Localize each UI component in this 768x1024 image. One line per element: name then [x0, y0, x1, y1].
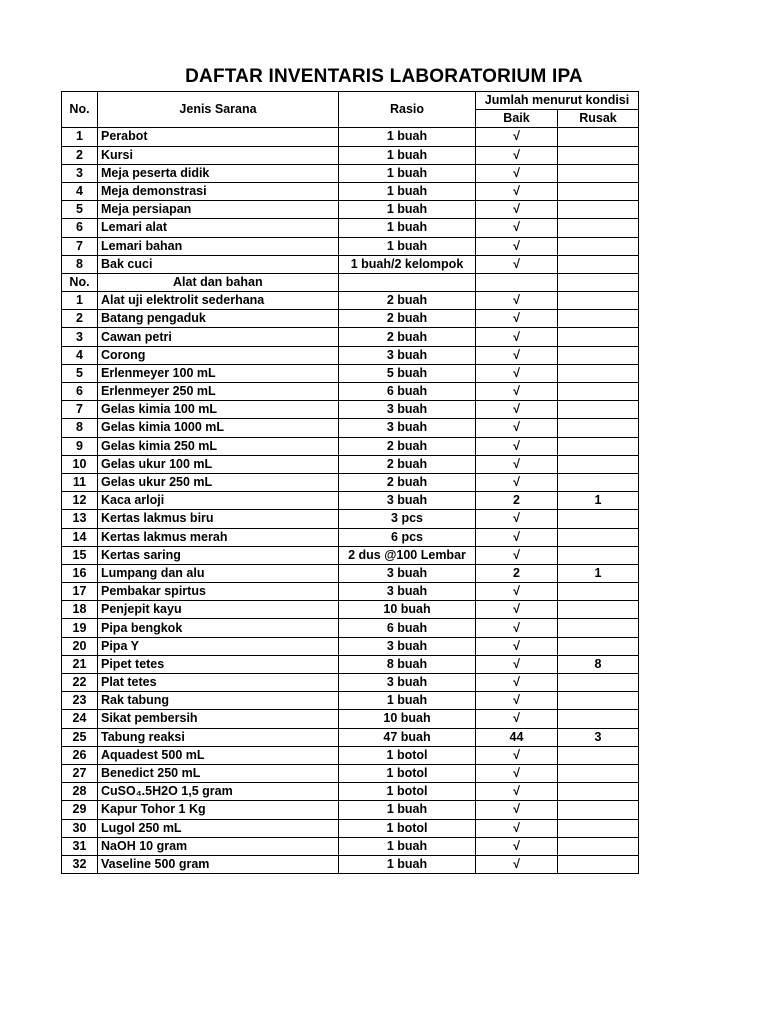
- item-rusak: [558, 837, 639, 855]
- item-rasio: 2 buah: [339, 310, 476, 328]
- item-rasio: 10 buah: [339, 601, 476, 619]
- item-rusak: [558, 383, 639, 401]
- item-baik: √: [476, 310, 558, 328]
- item-rasio: 3 buah: [339, 401, 476, 419]
- item-name: Sikat pembersih: [98, 710, 339, 728]
- item-rasio: 2 buah: [339, 455, 476, 473]
- item-rusak: [558, 710, 639, 728]
- item-name: Gelas kimia 1000 mL: [98, 419, 339, 437]
- item-rusak: [558, 637, 639, 655]
- table-row: [62, 728, 639, 746]
- item-rasio: 1 buah: [339, 801, 476, 819]
- item-rasio: 1 buah: [339, 146, 476, 164]
- item-rasio: 5 buah: [339, 364, 476, 382]
- row-number: 30: [62, 819, 98, 837]
- item-name: Kertas saring: [98, 546, 339, 564]
- item-name: CuSO₄.5H2O 1,5 gram: [98, 783, 339, 801]
- item-rasio: 8 buah: [339, 655, 476, 673]
- row-number: 29: [62, 801, 98, 819]
- row-number: 16: [62, 564, 98, 582]
- row-number: 4: [62, 182, 98, 200]
- row-number: 3: [62, 164, 98, 182]
- item-baik: √: [476, 783, 558, 801]
- item-rusak: [558, 528, 639, 546]
- table-row: [62, 710, 639, 728]
- item-baik: √: [476, 583, 558, 601]
- item-baik: √: [476, 546, 558, 564]
- item-rasio: 10 buah: [339, 710, 476, 728]
- item-rasio: 6 pcs: [339, 528, 476, 546]
- item-rusak: [558, 510, 639, 528]
- item-rusak: 3: [558, 728, 639, 746]
- item-baik: √: [476, 801, 558, 819]
- item-rusak: [558, 583, 639, 601]
- item-baik: √: [476, 164, 558, 182]
- item-baik: √: [476, 437, 558, 455]
- item-name: Pembakar spirtus: [98, 583, 339, 601]
- table-row: [62, 364, 639, 382]
- item-name: Aquadest 500 mL: [98, 746, 339, 764]
- table-row: [62, 255, 639, 273]
- item-name: NaOH 10 gram: [98, 837, 339, 855]
- row-number: 2: [62, 146, 98, 164]
- row-number: 13: [62, 510, 98, 528]
- item-rusak: 1: [558, 564, 639, 582]
- item-rasio: 3 buah: [339, 419, 476, 437]
- item-baik: √: [476, 746, 558, 764]
- item-baik: √: [476, 128, 558, 146]
- row-number: 26: [62, 746, 98, 764]
- item-baik: √: [476, 692, 558, 710]
- item-rusak: [558, 401, 639, 419]
- item-rusak: [558, 346, 639, 364]
- item-name: Pipa bengkok: [98, 619, 339, 637]
- item-rusak: [558, 674, 639, 692]
- item-name: Lugol 250 mL: [98, 819, 339, 837]
- row-number: 21: [62, 655, 98, 673]
- row-number: 7: [62, 401, 98, 419]
- item-name: Kaca arloji: [98, 492, 339, 510]
- row-number: 25: [62, 728, 98, 746]
- row-number: 4: [62, 346, 98, 364]
- section-empty-rusak: [558, 273, 639, 291]
- item-baik: √: [476, 674, 558, 692]
- section-title: Alat dan bahan: [98, 273, 339, 291]
- table-row: [62, 655, 639, 673]
- item-name: Vaseline 500 gram: [98, 855, 339, 873]
- item-rasio: 1 buah: [339, 164, 476, 182]
- item-rusak: [558, 328, 639, 346]
- item-rusak: [558, 292, 639, 310]
- item-name: Meja peserta didik: [98, 164, 339, 182]
- item-name: Benedict 250 mL: [98, 764, 339, 782]
- item-rasio: 6 buah: [339, 383, 476, 401]
- item-name: Cawan petri: [98, 328, 339, 346]
- item-baik: √: [476, 819, 558, 837]
- header-row-top: [62, 92, 639, 110]
- row-number: 24: [62, 710, 98, 728]
- item-rasio: 3 buah: [339, 346, 476, 364]
- item-name: Rak tabung: [98, 692, 339, 710]
- item-name: Lemari alat: [98, 219, 339, 237]
- item-baik: √: [476, 255, 558, 273]
- item-rasio: 1 buah: [339, 201, 476, 219]
- item-baik: √: [476, 292, 558, 310]
- item-rasio: 1 buah: [339, 128, 476, 146]
- item-baik: √: [476, 182, 558, 200]
- item-name: Bak cuci: [98, 255, 339, 273]
- table-row: [62, 128, 639, 146]
- table-row: [62, 455, 639, 473]
- item-rusak: [558, 419, 639, 437]
- header-jumlah-kondisi: Jumlah menurut kondisi: [476, 92, 639, 110]
- item-name: Pipa Y: [98, 637, 339, 655]
- item-rusak: [558, 546, 639, 564]
- table-row: [62, 383, 639, 401]
- section-header-row: [62, 273, 639, 291]
- row-number: 18: [62, 601, 98, 619]
- item-baik: √: [476, 855, 558, 873]
- item-baik: √: [476, 383, 558, 401]
- item-rasio: 3 buah: [339, 564, 476, 582]
- table-row: [62, 437, 639, 455]
- table-row: [62, 401, 639, 419]
- item-rasio: 1 botol: [339, 746, 476, 764]
- header-baik: Baik: [476, 110, 558, 128]
- item-name: Pipet tetes: [98, 655, 339, 673]
- section-no: No.: [62, 273, 98, 291]
- item-rusak: [558, 855, 639, 873]
- item-rasio: 2 buah: [339, 292, 476, 310]
- item-name: Alat uji elektrolit sederhana: [98, 292, 339, 310]
- item-rasio: 1 buah: [339, 237, 476, 255]
- item-name: Tabung reaksi: [98, 728, 339, 746]
- item-baik: √: [476, 346, 558, 364]
- row-number: 11: [62, 473, 98, 491]
- item-rusak: [558, 164, 639, 182]
- header-rasio: Rasio: [339, 92, 476, 128]
- item-baik: √: [476, 837, 558, 855]
- row-number: 3: [62, 328, 98, 346]
- table-row: [62, 528, 639, 546]
- table-row: [62, 237, 639, 255]
- item-rasio: 1 buah/2 kelompok: [339, 255, 476, 273]
- item-baik: √: [476, 455, 558, 473]
- table-row: [62, 855, 639, 873]
- item-baik: √: [476, 419, 558, 437]
- row-number: 5: [62, 201, 98, 219]
- table-row: [62, 783, 639, 801]
- table-row: [62, 619, 639, 637]
- row-number: 1: [62, 128, 98, 146]
- table-row: [62, 764, 639, 782]
- row-number: 28: [62, 783, 98, 801]
- item-name: Meja persiapan: [98, 201, 339, 219]
- item-rusak: [558, 746, 639, 764]
- item-name: Kertas lakmus biru: [98, 510, 339, 528]
- item-rasio: 6 buah: [339, 619, 476, 637]
- item-rusak: [558, 219, 639, 237]
- item-baik: √: [476, 601, 558, 619]
- item-rasio: 47 buah: [339, 728, 476, 746]
- item-baik: √: [476, 146, 558, 164]
- table-row: [62, 346, 639, 364]
- section-empty-baik: [476, 273, 558, 291]
- row-number: 17: [62, 583, 98, 601]
- row-number: 23: [62, 692, 98, 710]
- table-row: [62, 219, 639, 237]
- item-rusak: [558, 783, 639, 801]
- item-rasio: 2 buah: [339, 437, 476, 455]
- row-number: 27: [62, 764, 98, 782]
- item-rusak: [558, 237, 639, 255]
- item-rasio: 3 buah: [339, 583, 476, 601]
- item-rusak: [558, 473, 639, 491]
- row-number: 15: [62, 546, 98, 564]
- item-baik: √: [476, 237, 558, 255]
- item-baik: √: [476, 764, 558, 782]
- item-name: Plat tetes: [98, 674, 339, 692]
- row-number: 2: [62, 310, 98, 328]
- item-rasio: 1 botol: [339, 819, 476, 837]
- item-name: Batang pengaduk: [98, 310, 339, 328]
- item-baik: √: [476, 528, 558, 546]
- table-row: [62, 674, 639, 692]
- item-rasio: 3 buah: [339, 492, 476, 510]
- item-name: Kursi: [98, 146, 339, 164]
- row-number: 8: [62, 255, 98, 273]
- item-rusak: [558, 437, 639, 455]
- item-name: Lumpang dan alu: [98, 564, 339, 582]
- item-baik: √: [476, 328, 558, 346]
- item-name: Lemari bahan: [98, 237, 339, 255]
- item-rasio: 1 botol: [339, 764, 476, 782]
- item-rasio: 1 buah: [339, 692, 476, 710]
- item-rusak: [558, 601, 639, 619]
- item-rusak: [558, 310, 639, 328]
- item-rusak: [558, 819, 639, 837]
- item-name: Gelas kimia 250 mL: [98, 437, 339, 455]
- item-name: Corong: [98, 346, 339, 364]
- table-row: [62, 328, 639, 346]
- row-number: 6: [62, 383, 98, 401]
- table-row: [62, 564, 639, 582]
- table-row: [62, 692, 639, 710]
- row-number: 1: [62, 292, 98, 310]
- item-baik: √: [476, 619, 558, 637]
- item-name: Kapur Tohor 1 Kg: [98, 801, 339, 819]
- row-number: 20: [62, 637, 98, 655]
- item-baik: 2: [476, 564, 558, 582]
- section-empty-rasio: [339, 273, 476, 291]
- row-number: 19: [62, 619, 98, 637]
- item-baik: √: [476, 219, 558, 237]
- item-baik: √: [476, 710, 558, 728]
- item-name: Meja demonstrasi: [98, 182, 339, 200]
- table-row: [62, 292, 639, 310]
- row-number: 32: [62, 855, 98, 873]
- item-name: Kertas lakmus merah: [98, 528, 339, 546]
- row-number: 9: [62, 437, 98, 455]
- table-row: [62, 182, 639, 200]
- table-row: [62, 546, 639, 564]
- item-rusak: [558, 801, 639, 819]
- item-baik: √: [476, 364, 558, 382]
- table-row: [62, 801, 639, 819]
- item-rasio: 2 buah: [339, 473, 476, 491]
- item-baik: √: [476, 510, 558, 528]
- header-rusak: Rusak: [558, 110, 639, 128]
- item-rasio: 3 buah: [339, 637, 476, 655]
- row-number: 12: [62, 492, 98, 510]
- table-row: [62, 601, 639, 619]
- item-rusak: [558, 692, 639, 710]
- row-number: 6: [62, 219, 98, 237]
- item-rusak: 1: [558, 492, 639, 510]
- item-baik: 2: [476, 492, 558, 510]
- item-rusak: [558, 182, 639, 200]
- document-title: DAFTAR INVENTARIS LABORATORIUM IPA: [185, 66, 583, 87]
- item-name: Erlenmeyer 250 mL: [98, 383, 339, 401]
- item-rasio: 2 buah: [339, 328, 476, 346]
- item-name: Erlenmeyer 100 mL: [98, 364, 339, 382]
- table-row: [62, 746, 639, 764]
- item-rasio: 1 buah: [339, 219, 476, 237]
- item-rusak: [558, 128, 639, 146]
- item-rusak: [558, 201, 639, 219]
- row-number: 31: [62, 837, 98, 855]
- item-rasio: 2 dus @100 Lembar: [339, 546, 476, 564]
- header-jenis-sarana: Jenis Sarana: [98, 92, 339, 128]
- item-name: Gelas ukur 250 mL: [98, 473, 339, 491]
- inventory-table: [61, 91, 639, 874]
- item-baik: √: [476, 637, 558, 655]
- item-name: Penjepit kayu: [98, 601, 339, 619]
- table-row: [62, 583, 639, 601]
- item-baik: √: [476, 655, 558, 673]
- table-row: [62, 164, 639, 182]
- item-rusak: [558, 255, 639, 273]
- table-row: [62, 637, 639, 655]
- item-rasio: 1 botol: [339, 783, 476, 801]
- table-row: [62, 419, 639, 437]
- item-rasio: 3 pcs: [339, 510, 476, 528]
- table-row: [62, 310, 639, 328]
- item-name: Perabot: [98, 128, 339, 146]
- row-number: 5: [62, 364, 98, 382]
- row-number: 14: [62, 528, 98, 546]
- table-row: [62, 146, 639, 164]
- item-rasio: 1 buah: [339, 837, 476, 855]
- item-rusak: [558, 146, 639, 164]
- row-number: 8: [62, 419, 98, 437]
- table-row: [62, 837, 639, 855]
- item-rusak: [558, 764, 639, 782]
- item-baik: √: [476, 201, 558, 219]
- table-row: [62, 510, 639, 528]
- table-row: [62, 819, 639, 837]
- item-rasio: 1 buah: [339, 182, 476, 200]
- item-rusak: [558, 619, 639, 637]
- item-rusak: [558, 364, 639, 382]
- item-name: Gelas ukur 100 mL: [98, 455, 339, 473]
- item-rasio: 3 buah: [339, 674, 476, 692]
- item-rasio: 1 buah: [339, 855, 476, 873]
- row-number: 7: [62, 237, 98, 255]
- item-rusak: 8: [558, 655, 639, 673]
- item-baik: √: [476, 401, 558, 419]
- item-name: Gelas kimia 100 mL: [98, 401, 339, 419]
- table-row: [62, 201, 639, 219]
- item-baik: 44: [476, 728, 558, 746]
- table-row: [62, 473, 639, 491]
- row-number: 10: [62, 455, 98, 473]
- item-baik: √: [476, 473, 558, 491]
- table-row: [62, 492, 639, 510]
- row-number: 22: [62, 674, 98, 692]
- header-no: No.: [62, 92, 98, 128]
- item-rusak: [558, 455, 639, 473]
